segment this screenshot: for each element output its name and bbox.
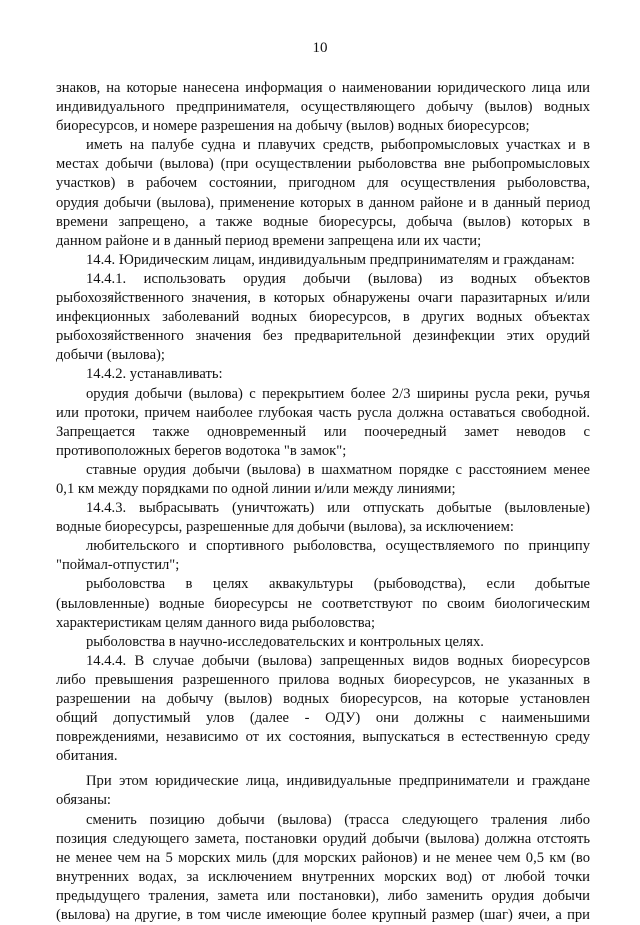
text-line: 14.4. Юридическим лицам, индивидуальным предпринимателям и гражданам: xyxy=(86,251,575,268)
text-line: знаков, на которые нанесена информация о наименовании юридического лица или xyxy=(56,80,590,96)
text-line: рыболовства в целях аквакультуры (рыбоводства), если добытые xyxy=(86,576,590,593)
text-line: разрешении на добычу (вылов) водных биоресурсов, на которые установлен xyxy=(56,691,590,707)
text-line: характеристикам целям данного вида рыболовства; xyxy=(56,614,376,631)
text-line: позиция следующего замета, постановки орудий добычи (вылова) должна отстоять xyxy=(56,830,590,847)
text-line: рыбохозяйственного значения без предварительной дезинфекции этих орудий xyxy=(56,328,590,345)
text-line: (выловленные) водные биоресурсы не соответствуют по своим биологическим xyxy=(56,595,590,612)
text-line: данном районе и в данный период времени запрещена или их части; xyxy=(56,232,482,249)
text-line: предыдущего траления, замета или постановки), либо заменить орудия добычи xyxy=(56,887,590,904)
text-line: орудия добычи (вылова) с перекрытием более 2/3 ширины русла реки, ручья xyxy=(86,385,590,402)
text-line: либо превышения разрешенного прилова водных биоресурсов, не указанных в xyxy=(56,671,590,688)
text-line: времени запрещено, а также водные биоресурсы, добыча (вылов) которых в xyxy=(56,213,590,230)
text-line: внутренних водах, за исключением внутренних морских вод) от любой точки xyxy=(56,868,590,885)
text-line: индивидуального предпринимателя, осуществляющего добычу (вылов) водных xyxy=(56,99,590,116)
text-line: водные биоресурсы, разрешенные для добычи (вылова), за исключением: xyxy=(56,519,514,536)
text-line: рыболовства в научно-исследовательских и контрольных целях. xyxy=(86,633,484,650)
text-line: При этом юридические лица, индивидуальные предприниматели и граждане xyxy=(86,773,590,790)
text-line: Запрещается также одновременный или поочередный замет неводов с xyxy=(56,423,590,440)
body-text xyxy=(56,79,590,925)
text-line: обязаны: xyxy=(56,792,111,809)
text-line: орудия добычи (вылова), применение которых в данном районе и в данный период xyxy=(56,194,590,211)
text-line: 14.4.4. В случае добычи (вылова) запрещенных видов водных биоресурсов xyxy=(86,652,590,669)
text-line: местах добычи (вылова) (при осуществлении рыболовства вне рыбопромысловых xyxy=(56,156,590,173)
text-line: участков) в рабочем состоянии, пригодном для осуществления рыболовства, xyxy=(56,175,590,192)
text-line: обитания. xyxy=(56,748,118,765)
text-line: общий допустимый улов (далее - ОДУ) они должны с наименьшими xyxy=(56,710,590,727)
text-line: ставные орудия добычи (вылова) в шахматном порядке с расстоянием менее xyxy=(86,461,590,478)
text-line: повреждениями, независимо от их состояния, выпускаться в естественную среду xyxy=(56,729,590,746)
text-line: не менее чем на 5 морских миль (для морских районов) и не менее чем 0,5 км (во xyxy=(56,849,590,866)
page-number: 10 xyxy=(312,40,328,56)
text-line: или протоки, причем наиболее глубокая часть русла должна оставаться свободной. xyxy=(56,404,590,421)
text-line: (вылова) на другие, в том числе имеющие более крупный размер (шаг) ячеи, а при xyxy=(56,907,590,924)
text-line: иметь на палубе судна и плавучих средств, рыбопромысловых участках и в xyxy=(86,137,590,154)
text-line: любительского и спортивного рыболовства, осуществляемого по принципу xyxy=(86,538,590,555)
text-line: 14.4.1. использовать орудия добычи (вылова) из водных объектов xyxy=(86,270,590,287)
text-line: сменить позицию добычи (вылова) (трасса следующего траления либо xyxy=(86,811,590,828)
text-line: добычи (вылова); xyxy=(56,347,165,364)
text-line: "поймал-отпустил"; xyxy=(56,557,180,574)
text-line: 0,1 км между порядками по одной линии и/или между линиями; xyxy=(56,480,456,497)
text-line: биоресурсов, и номере разрешения на добычу (вылов) водных биоресурсов; xyxy=(56,118,530,135)
text-line: инфекционных заболеваний водных биоресурсов, в других водных объектах xyxy=(56,309,590,326)
text-line: рыбохозяйственного значения, в которых обнаружены очаги паразитарных и/или xyxy=(56,290,590,307)
text-line: противоположных берегов водотока "в замок"; xyxy=(56,442,347,459)
text-line: 14.4.3. выбрасывать (уничтожать) или отпускать добытые (выловленые) xyxy=(86,500,590,517)
text-line: 14.4.2. устанавливать: xyxy=(86,366,223,383)
